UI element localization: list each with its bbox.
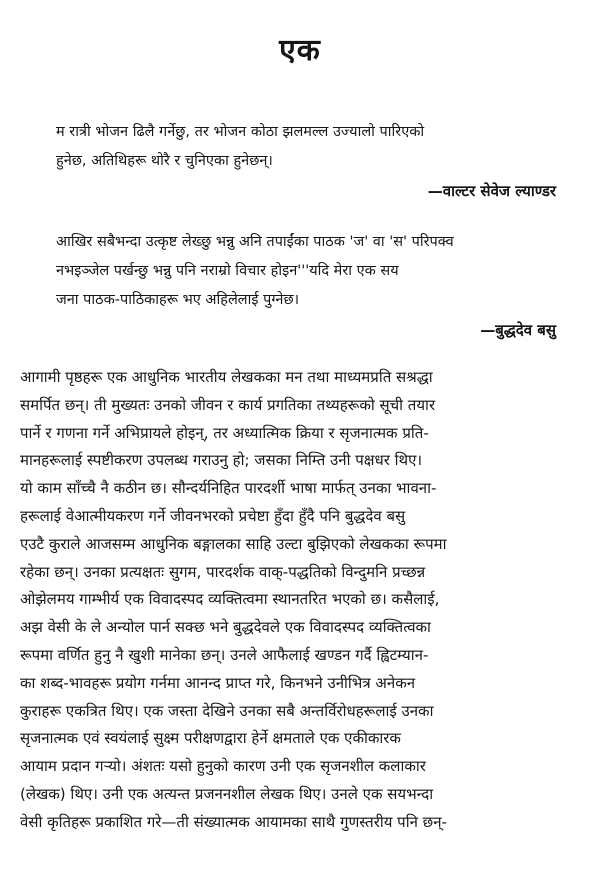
epigraph-line: जना पाठक-पाठिकाहरू भए अहिलेलाई पुग्नेछ। bbox=[56, 292, 300, 308]
chapter-title: एक bbox=[279, 33, 321, 68]
body-line: पार्ने र गणना गर्ने अभिप्रायले होइन्, तर अध्यात्मिक क्रिया र सृजनात्मक प्रति- bbox=[20, 423, 429, 442]
body-line: वेसी कृतिहरू प्रकाशित गरे—ती संख्यात्मक आयामका साथै गुणस्तरीय पनि छन्- bbox=[20, 812, 447, 831]
body-line: (लेखक) थिए। उनी एक अत्यन्त प्रजननशील लेखक थिए। उनले एक सयभन्दा bbox=[20, 784, 434, 803]
body-line: ओझेलमय गाम्भीर्य एक विवादस्पद व्यक्तित्वमा स्थानतरित भएको छ। कसैलाई, bbox=[20, 590, 440, 609]
epigraph-line: हुनेछ, अतिथिहरू थोरै र चुनिएका हुनेछन्। bbox=[56, 153, 273, 169]
epigraph-attribution: —बुद्धदेव बसु bbox=[480, 321, 556, 339]
body-line: समर्पित छन्। ती मुख्यतः उनको जीवन र कार्य प्रगतिका तथ्यहरूको सूची तयार bbox=[20, 395, 436, 414]
epigraph-line: आखिर सबैभन्दा उत्कृष्ट लेख्छु भन्नु अनि तपाईंका पाठक 'ज' वा 'स' परिपक्व bbox=[56, 234, 454, 250]
body-line: सृजनात्मक एवं स्वयंलाई सुक्ष्म परीक्षणद्वारा हेर्ने क्षमताले एक एकीकारक bbox=[20, 729, 401, 748]
body-line: आयाम प्रदान गर्‍यो। अंशतः यसो हुनुको कारण उनी एक सृजनशील कलाकार bbox=[20, 757, 426, 776]
epigraph bbox=[56, 228, 556, 345]
epigraph-line: नभइञ्जेल पर्खन्छु भन्नु पनि नराम्रो विचार होइन'''यदि मेरा एक सय bbox=[56, 263, 399, 279]
body-line: हरूलाई वेआत्मीयकरण गर्ने जीवनभरको प्रचेष्टा हुँदा हुँदै पनि बुद्धदेव बसु bbox=[20, 506, 406, 525]
body-line: कुराहरू एकत्रित थिए। एक जस्ता देखिने उनका सबै अन्तर्विरोधहरूलाई उनका bbox=[20, 701, 434, 720]
body-line: अझ वेसी के ले अन्योल पार्न सक्छ भने बुद्धदेवले एक विवादस्पद व्यक्तित्वका bbox=[20, 618, 431, 637]
epigraph-attribution: —वाल्टर सेवेज ल्याण्डर bbox=[427, 182, 556, 200]
body-line: का शब्द-भावहरू प्रयोग गर्नमा आनन्द प्राप्त गरे, किनभने उनीभित्र अनेकन bbox=[20, 673, 416, 692]
epigraph-line: म रात्री भोजन ढिलै गर्नेछु, तर भोजन कोठा झलमल्ल उज्यालो पारिएको bbox=[56, 124, 425, 140]
body-line: एउटै कुराले आजसम्म आधुनिक बङ्गालका साहि उल्टा बुझिएको लेखकका रूपमा bbox=[20, 534, 447, 553]
body-line: रहेका छन्। उनका प्रत्यक्षतः सुगम, पारदर्शक वाक्-पद्धतिको विन्दुमनि प्रच्छन्न bbox=[20, 562, 426, 581]
body-line: मानहरूलाई स्पष्टीकरण उपलब्ध गराउनु हो; जसका निम्ति उनी पक्षधर थिए। bbox=[20, 451, 423, 470]
body-paragraph bbox=[20, 364, 580, 837]
body-line: आगामी पृष्ठहरू एक आधुनिक भारतीय लेखकका मन तथा माध्यमप्रति सश्रद्धा bbox=[20, 368, 433, 386]
epigraph bbox=[56, 118, 556, 206]
body-line: यो काम साँच्चै नै कठीन छ। सौन्दर्यनिहित पारदर्शी भाषा मार्फत् उनका भावना- bbox=[20, 479, 437, 498]
body-line: रूपमा वर्णित हुनु नै खुशी मानेका छन्। उनले आफैलाई खण्डन गर्दै ह्विटम्यान- bbox=[20, 645, 429, 664]
